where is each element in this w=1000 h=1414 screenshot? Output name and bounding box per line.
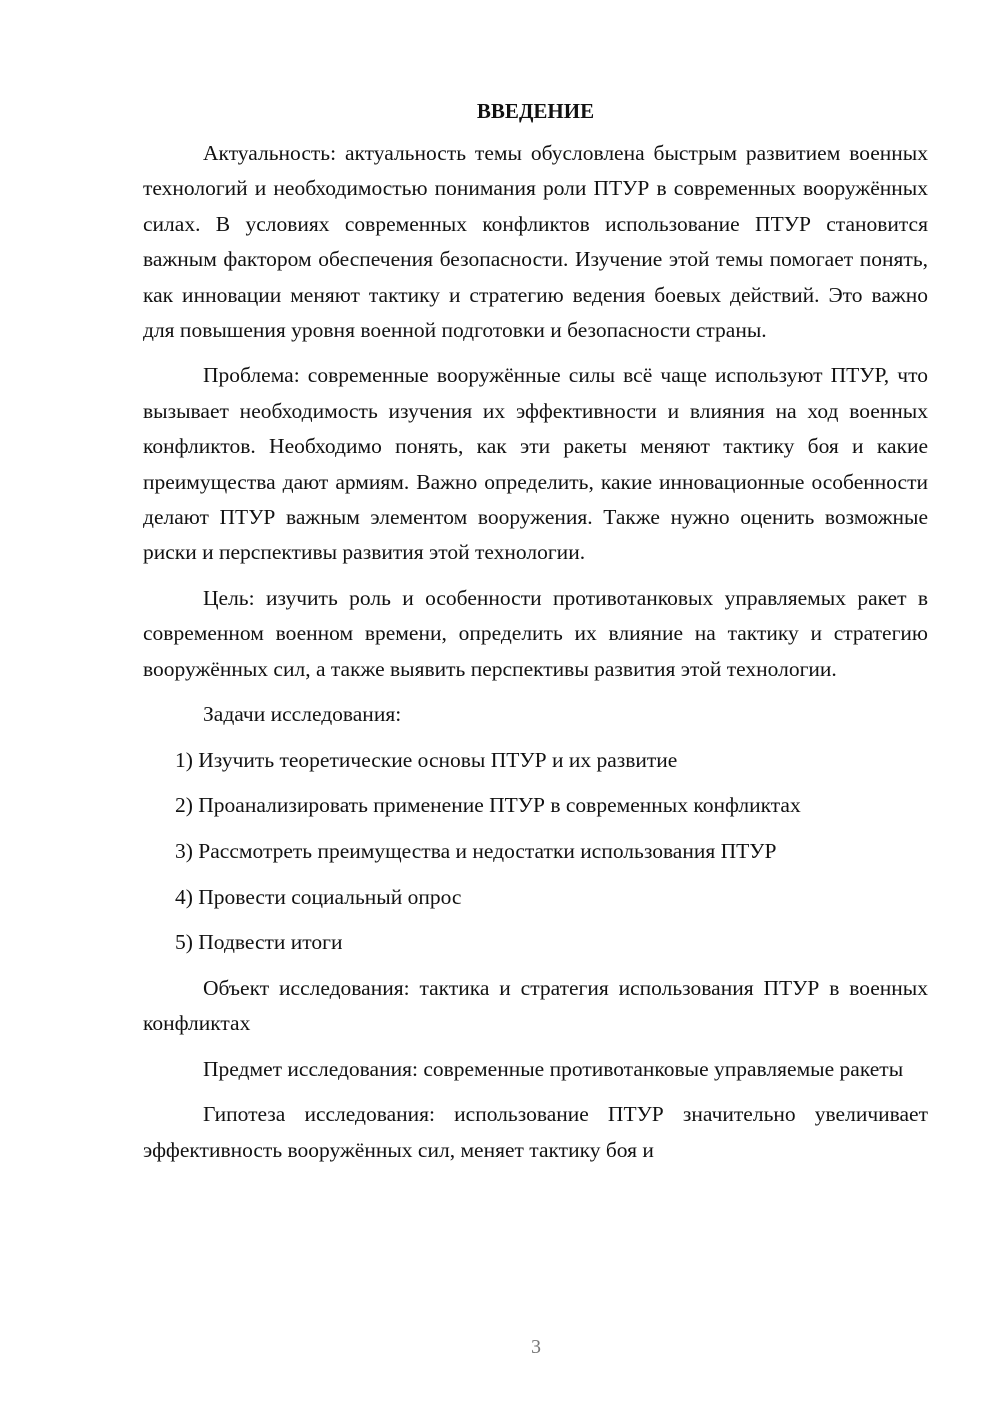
task-item: 4) Провести социальный опрос <box>175 884 462 909</box>
task-item: 2) Проанализировать применение ПТУР в современных конфликтах <box>175 793 801 818</box>
page-content <box>143 96 928 1178</box>
tasks-intro: Задачи исследования: <box>203 702 402 727</box>
task-item: 5) Подвести итоги <box>175 930 343 955</box>
goal-paragraph: Цель: изучить роль и особенности противотанковых управляемых ракет в современном военном времени, определить их влияние на тактику и стратегию вооружённых сил, а также выявить перспективы развития этой технологии. <box>143 585 928 681</box>
object-paragraph: Объект исследования: тактика и стратегия использования ПТУР в военных конфликтах <box>143 976 928 1036</box>
task-item: 1) Изучить теоретические основы ПТУР и их развитие <box>175 747 678 772</box>
problem-paragraph: Проблема: современные вооружённые силы всё чаще используют ПТУР, что вызывает необходимость изучения их эффективности и влияния на ход военных конфликтов. Необходимо понять, как эти ракеты меняют тактику боя и какие преимущества дают армиям. Важно определить, какие инновационные особенности делают ПТУР важным элементом вооружения. Также нужно оценить возможные риски и перспективы развития этой технологии. <box>143 363 928 565</box>
task-item: 3) Рассмотреть преимущества и недостатки использования ПТУР <box>175 838 777 863</box>
relevance-paragraph: Актуальность: актуальность темы обусловлена быстрым развитием военных технологий и необходимостью понимания роли ПТУР в современных вооружённых силах. В условиях современных конфликтов использование ПТУР становится важным фактором обеспечения безопасности. Изучение этой темы помогает понять, как инновации меняют тактику и стратегию ведения боевых действий. Это важно для повышения уровня военной подготовки и безопасности страны. <box>143 141 928 343</box>
subject-paragraph: Предмет исследования: современные противотанковые управляемые ракеты <box>203 1056 904 1081</box>
tasks-list <box>143 743 928 961</box>
page-number: 3 <box>531 1336 541 1358</box>
hypothesis-paragraph: Гипотеза исследования: использование ПТУР значительно увеличивает эффективность вооружённых сил, меняет тактику боя и <box>143 1102 928 1162</box>
section-heading: ВВЕДЕНИЕ <box>476 99 595 123</box>
